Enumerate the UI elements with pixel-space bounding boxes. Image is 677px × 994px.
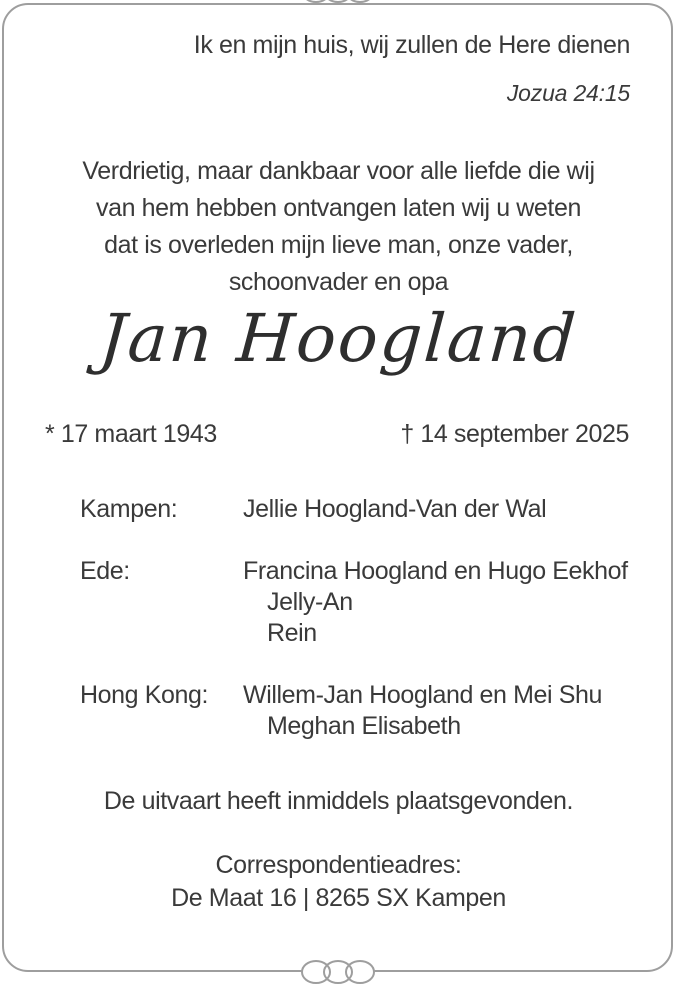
announcement-line: dat is overleden mijn lieve man, onze vader, <box>104 231 573 259</box>
family-member: Jellie Hoogland-Van der Wal <box>243 495 547 523</box>
family-place: Hong Kong: <box>80 681 209 709</box>
card-border <box>2 3 673 972</box>
correspondence-address: De Maat 16 | 8265 SX Kampen <box>171 884 506 912</box>
death-date: † 14 september 2025 <box>400 420 629 448</box>
announcement-line: schoonvader en opa <box>228 268 449 296</box>
family-list <box>0 494 677 773</box>
family-group-ede <box>80 556 677 649</box>
correspondence-block <box>0 849 677 915</box>
family-place: Kampen: <box>80 495 178 523</box>
announcement-line: van hem hebben ontvangen laten wij u weten <box>96 194 581 222</box>
family-member: Francina Hoogland en Hugo Eekhof <box>243 557 628 585</box>
family-group-hong-kong <box>80 680 677 742</box>
announcement-text <box>0 153 677 301</box>
bible-quote: Ik en mijn huis, wij zullen de Here dienen <box>193 31 630 59</box>
funeral-note: De uitvaart heeft inmiddels plaatsgevonden. <box>103 787 574 815</box>
family-member: Jelly-An <box>267 588 353 616</box>
family-group-kampen <box>80 494 677 525</box>
correspondence-label: Correspondentieadres: <box>215 851 462 879</box>
family-member: Willem-Jan Hoogland en Mei Shu <box>243 681 603 709</box>
deceased-name: Jan Hoogland <box>96 300 581 377</box>
life-dates <box>0 420 677 449</box>
chain-rings-ornament-bottom <box>278 950 398 994</box>
family-member: Meghan Elisabeth <box>267 712 461 740</box>
family-members <box>243 680 602 742</box>
announcement-line: Verdrietig, maar dankbaar voor alle liefde die wij <box>82 157 595 185</box>
family-members <box>243 556 628 649</box>
family-place: Ede: <box>80 557 130 585</box>
bible-quote-source: Jozua 24:15 <box>506 80 630 106</box>
family-member: Rein <box>267 619 317 647</box>
chain-rings-ornament-top <box>278 0 398 13</box>
birth-date: * 17 maart 1943 <box>45 420 217 448</box>
family-members <box>243 494 546 525</box>
